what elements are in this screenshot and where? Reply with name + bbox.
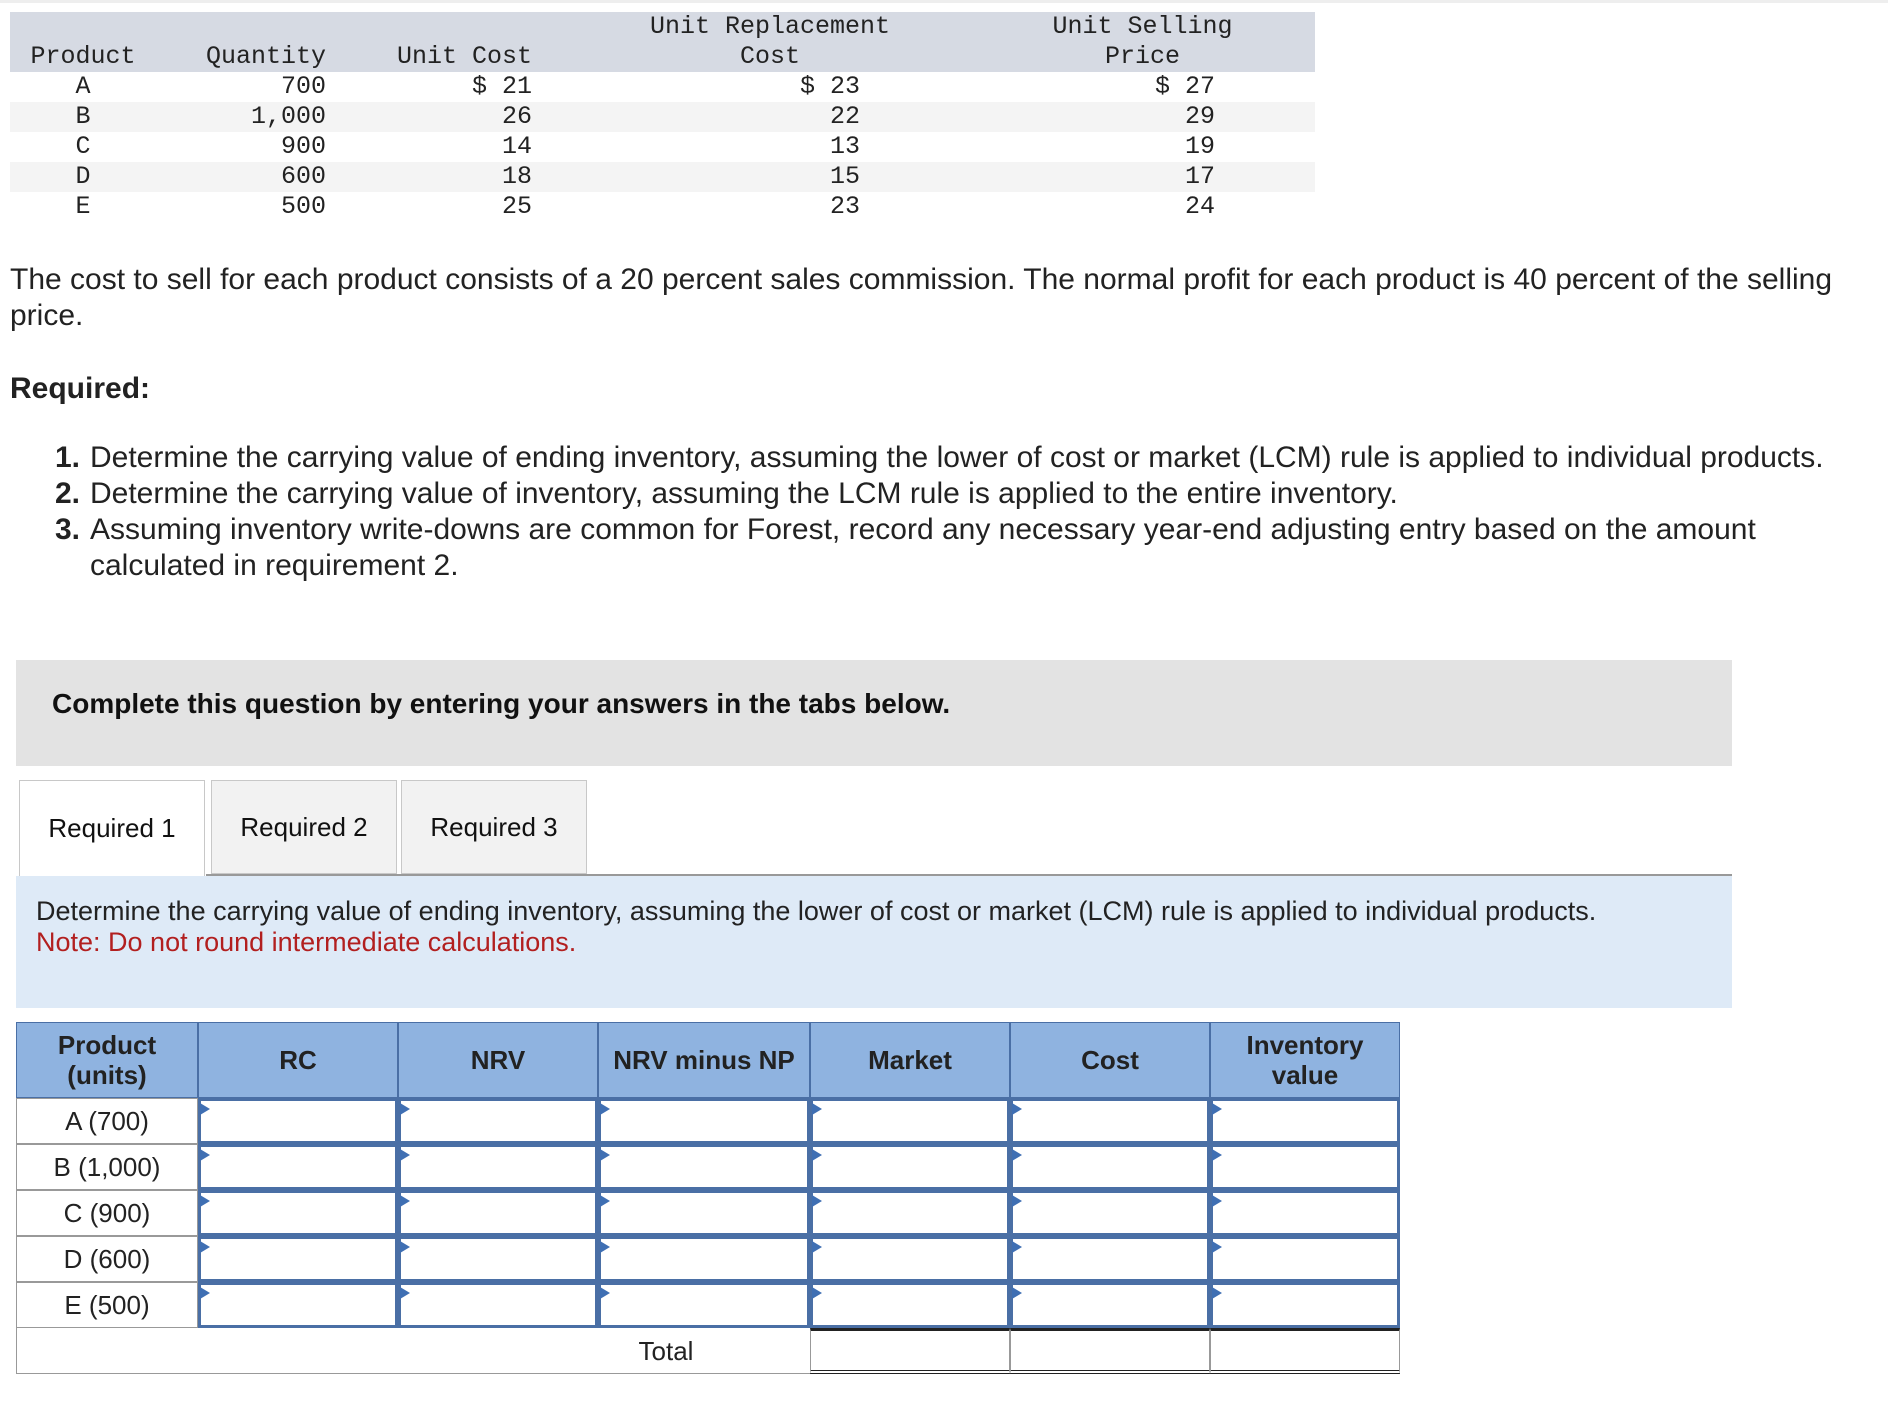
tab-required-1[interactable]: Required 1 xyxy=(19,780,205,876)
table-row xyxy=(10,132,1315,162)
grid-row-label: E (500) xyxy=(16,1282,198,1328)
input-nrv-c[interactable] xyxy=(398,1190,598,1236)
input-rc-b[interactable] xyxy=(198,1144,398,1190)
input-market-d[interactable] xyxy=(810,1236,1010,1282)
required-heading: Required: xyxy=(10,372,151,405)
cell-unit-cost: 14 xyxy=(501,132,532,161)
tab-required-3[interactable]: Required 3 xyxy=(401,780,587,874)
cell-replacement: 22 xyxy=(570,102,970,132)
cell-unit-cost: 18 xyxy=(352,162,570,192)
cell-product: A xyxy=(75,72,91,101)
table-row xyxy=(10,102,1315,132)
input-market-c[interactable] xyxy=(810,1190,1010,1236)
grid-header-nrv: NRV xyxy=(398,1022,598,1098)
input-market-e[interactable] xyxy=(810,1282,1010,1328)
cell-unit-cost: 25 xyxy=(501,192,532,221)
grid-header-inventory-value: Inventory value xyxy=(1210,1022,1400,1098)
grid-row-label: D (600) xyxy=(16,1236,198,1282)
cell-product: C xyxy=(75,132,91,161)
table-row xyxy=(10,162,1315,192)
input-cost-e[interactable] xyxy=(1010,1282,1210,1328)
input-cost-a[interactable] xyxy=(1010,1098,1210,1144)
header-product: Product xyxy=(10,12,156,72)
header-quantity: Quantity xyxy=(156,12,352,72)
grid-row-label: C (900) xyxy=(16,1190,198,1236)
grid-header-product: Product (units) xyxy=(16,1022,198,1098)
input-nrv-minus-np-e[interactable] xyxy=(598,1282,810,1328)
table-row xyxy=(10,192,1315,222)
table-row xyxy=(10,72,1315,102)
input-rc-a[interactable] xyxy=(198,1098,398,1144)
cell-replacement: 23 xyxy=(829,192,860,221)
input-inventory-value-d[interactable] xyxy=(1210,1236,1400,1282)
cell-unit-cost: $ 21 xyxy=(471,72,532,101)
cell-product: E xyxy=(75,192,91,221)
cell-selling: $ 27 xyxy=(1154,72,1215,101)
input-nrv-minus-np-d[interactable] xyxy=(598,1236,810,1282)
grid-row-label: A (700) xyxy=(16,1098,198,1144)
total-inventory-value xyxy=(1210,1328,1400,1374)
required-item xyxy=(55,476,1855,512)
total-cost xyxy=(1010,1328,1210,1374)
required-item-text: Determine the carrying value of inventory, assuming the LCM rule is applied to the entire inventory. xyxy=(90,477,1398,510)
input-inventory-value-a[interactable] xyxy=(1210,1098,1400,1144)
input-market-b[interactable] xyxy=(810,1144,1010,1190)
instructions-note: Note: Do not round intermediate calculations. xyxy=(36,927,577,957)
input-inventory-value-c[interactable] xyxy=(1210,1190,1400,1236)
cell-unit-cost: 26 xyxy=(352,102,570,132)
input-rc-e[interactable] xyxy=(198,1282,398,1328)
required-item xyxy=(55,440,1855,476)
total-market xyxy=(810,1328,1010,1374)
instructions-panel xyxy=(16,876,1732,1008)
cell-replacement: $ 23 xyxy=(799,72,860,101)
cell-selling: 29 xyxy=(970,102,1315,132)
cell-product: B xyxy=(10,102,156,132)
grid-header-market: Market xyxy=(810,1022,1010,1098)
input-nrv-minus-np-c[interactable] xyxy=(598,1190,810,1236)
cell-product: D xyxy=(10,162,156,192)
required-item-text: Determine the carrying value of ending inventory, assuming the lower of cost or market (LCM) rule is applied to individual products. xyxy=(90,441,1824,474)
product-data-table xyxy=(10,12,1315,222)
required-item-number: 1. xyxy=(55,441,81,474)
input-cost-b[interactable] xyxy=(1010,1144,1210,1190)
input-nrv-d[interactable] xyxy=(398,1236,598,1282)
required-item-text: Assuming inventory write-downs are common for Forest, record any necessary year-end adjusting entry based on the amount calculated in requirement 2. xyxy=(90,513,1756,582)
cell-quantity: 500 xyxy=(280,192,326,221)
header-unit-cost: Unit Cost xyxy=(352,12,570,72)
input-rc-c[interactable] xyxy=(198,1190,398,1236)
required-item-number: 3. xyxy=(55,513,81,546)
input-inventory-value-e[interactable] xyxy=(1210,1282,1400,1328)
top-divider xyxy=(0,0,1888,3)
complete-banner xyxy=(16,660,1732,766)
input-rc-d[interactable] xyxy=(198,1236,398,1282)
cell-quantity: 1,000 xyxy=(156,102,352,132)
grid-header-cost: Cost xyxy=(1010,1022,1210,1098)
cell-quantity: 900 xyxy=(280,132,326,161)
cell-selling: 19 xyxy=(1184,132,1215,161)
input-inventory-value-b[interactable] xyxy=(1210,1144,1400,1190)
input-nrv-a[interactable] xyxy=(398,1098,598,1144)
cell-replacement: 13 xyxy=(829,132,860,161)
input-cost-c[interactable] xyxy=(1010,1190,1210,1236)
required-item xyxy=(55,512,1855,584)
complete-banner-text: Complete this question by entering your answers in the tabs below. xyxy=(52,688,951,719)
input-nrv-minus-np-a[interactable] xyxy=(598,1098,810,1144)
cell-selling: 17 xyxy=(970,162,1315,192)
cell-selling: 24 xyxy=(1184,192,1215,221)
grid-row-label: B (1,000) xyxy=(16,1144,198,1190)
problem-paragraph: The cost to sell for each product consists of a 20 percent sales commission. The normal profit for each product is 40 percent of the selling price. xyxy=(10,263,1833,332)
input-cost-d[interactable] xyxy=(1010,1236,1210,1282)
required-item-number: 2. xyxy=(55,477,81,510)
grid-total-label: Total xyxy=(638,1335,694,1366)
instructions-body: Determine the carrying value of ending inventory, assuming the lower of cost or market (LCM) rule is applied to individual products. xyxy=(36,896,1597,926)
input-nrv-minus-np-b[interactable] xyxy=(598,1144,810,1190)
cell-replacement: 15 xyxy=(570,162,970,192)
input-nrv-e[interactable] xyxy=(398,1282,598,1328)
header-unit-replacement-cost: Unit Replacement Cost xyxy=(570,12,970,72)
tab-required-2[interactable]: Required 2 xyxy=(211,780,397,874)
grid-header-rc: RC xyxy=(198,1022,398,1098)
input-nrv-b[interactable] xyxy=(398,1144,598,1190)
cell-quantity: 600 xyxy=(156,162,352,192)
required-list xyxy=(55,440,1855,584)
input-market-a[interactable] xyxy=(810,1098,1010,1144)
header-unit-selling-price: Unit Selling Price xyxy=(970,12,1315,72)
grid-header-nrv-minus-np: NRV minus NP xyxy=(598,1022,810,1098)
instructions-text xyxy=(36,896,1716,958)
cell-quantity: 700 xyxy=(280,72,326,101)
